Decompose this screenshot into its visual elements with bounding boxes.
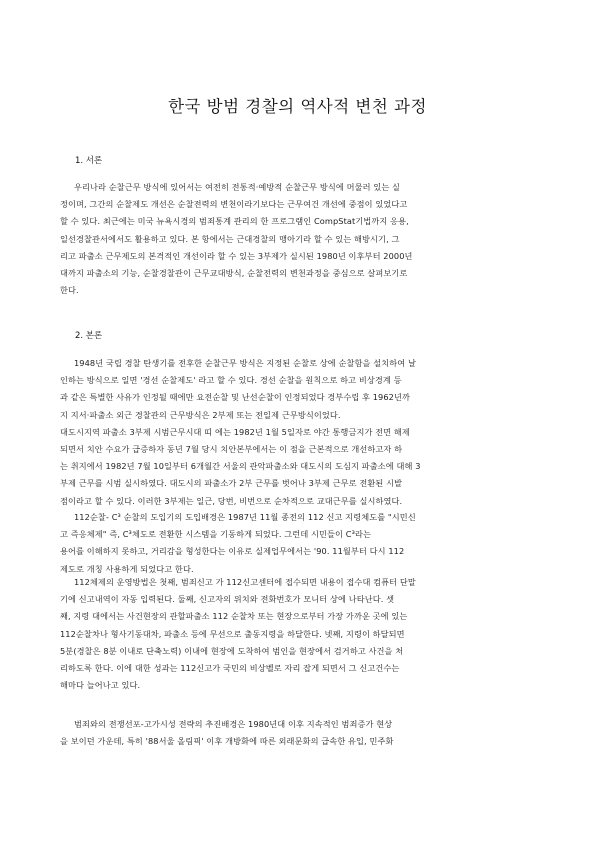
paragraph-line: 범죄와의 전쟁선포-고가시성 전략의 추진배경은 1980년대 이후 지속적인 범죄증가 현상 — [74, 719, 393, 729]
body-paragraph-3 — [60, 574, 536, 694]
paragraph-line: 리고 파출소 근무제도의 본격적인 개선이라 할 수 있는 3부제가 실시된 1980년 이후부터 2000년 — [60, 250, 413, 261]
paragraph-line: 112순찰- C³ 순찰의 도입기의 도입배경은 1987년 11월 종전의 112 신고 지령체도를 "시민신 — [74, 512, 416, 522]
paragraph-line: 제도로 개칭 사용하게 되었다고 한다. — [60, 563, 194, 574]
intro-paragraph — [60, 179, 536, 299]
paragraph-line: 정이며, 그간의 순찰제도 개선은 순찰전력의 변천이라기보다는 근무여건 개선에 중점이 있었다고 — [60, 199, 408, 210]
section-heading-intro: 1. 서론 — [75, 156, 103, 166]
paragraph-line: 을 보이던 가운데, 특히 '88서울 올림픽' 이후 개방화에 따른 외래문화의 급속한 유입, 민주화 — [60, 736, 394, 747]
paragraph-line: 부제 근무를 시범 실시하였다. 대도시의 파출소가 2부 근무를 벗어나 3부제 근무로 전환된 시발 — [60, 478, 403, 489]
paragraph-line: 과 같은 특별한 사유가 인정될 때에만 요전순찰 및 난선순찰이 인정되었다 경부수립 후 1962년까 — [60, 392, 411, 403]
paragraph-line: 리하도록 한다. 이에 대한 성과는 112신고가 국민의 비상벨로 자리 잡게 되면서 그 신고건수는 — [60, 663, 400, 674]
paragraph-line: 는 취지에서 1982년 7월 10일부터 6개월간 서울의 관악파출소와 대도시의 도심지 파출소에 대해 3 — [60, 461, 421, 472]
paragraph-line: 우리나라 순찰근무 방식에 있어서는 여전히 전통적·예방적 순찰근무 방식에 머물러 있는 실 — [74, 182, 401, 192]
paragraph-line: 대도시지역 파출소 3부제 시범근무시대 띠 에는 1982년 1월 5일자로 야간 통행금지가 전면 해제 — [60, 426, 410, 437]
paragraph-line: 112체제의 운영방법은 첫째, 범죄신고 가 112신고센터에 접수되면 내용이 접수대 컴퓨터 단말 — [74, 577, 416, 587]
paragraph-line: 지 지서·파출소 외근 경찰관의 근무방식은 2부제 또는 전일제 근무방식이었다. — [60, 409, 341, 420]
paragraph-line: 용어를 이해하지 못하고, 거리감을 형성한다는 이유로 실제업무에서는 '90. 11월부터 다시 112 — [60, 546, 405, 557]
paragraph-line: 일선경찰관서에서도 활용하고 있다. 본 항에서는 근대경찰의 맹아기라 할 수 있는 해방시기, 그 — [60, 233, 400, 244]
paragraph-line: 할 수 있다. 최근에는 미국 뉴욕시경의 범죄통계 관리의 한 프로그램인 CompStat기법까지 응용, — [60, 216, 409, 227]
body-paragraph-4 — [60, 716, 536, 750]
paragraph-line: 고 즉응체제" 즉, C³체도로 전환한 시스템을 기동하게 되었다. 그런데 시민들이 C³라는 — [60, 529, 371, 540]
paragraph-line: 해마다 늘어나고 있다. — [60, 680, 141, 691]
paragraph-line: 1948년 국립 경찰 탄생기를 전후한 순찰근무 방식은 지정된 순찰로 상에 순찰함을 설치하여 날 — [74, 358, 416, 368]
section-heading-body: 2. 본론 — [75, 331, 103, 341]
paragraph-line: 째, 지령 대에서는 사건현장의 관할파출소 112 순찰차 또는 현장으로부터 가장 가까운 곳에 있는 — [60, 611, 408, 622]
document-title: 한국 방범 경찰의 역사적 변천 과정 — [168, 97, 427, 116]
paragraph-line: 기에 신고내역이 자동 입력된다. 둘째, 신고자의 위치와 전화번호가 모니터 상에 나타난다. 셋 — [60, 594, 395, 605]
paragraph-line: 점이라고 할 수 있다. 이러한 3부제는 일근, 당번, 비번으로 순차적으로 교대근무를 실시하였다. — [60, 495, 403, 506]
body-paragraph-1 — [60, 355, 536, 510]
paragraph-line: 되면서 치안 수요가 급증하자 동년 7월 당시 치안본부에서는 이 점을 근본적으로 개선하고자 하 — [60, 444, 403, 455]
paragraph-line: 대까지 파출소의 기능, 순찰경찰관이 근무교대방식, 순찰전력의 변천과정을 중심으로 살펴보기로 — [60, 268, 408, 279]
paragraph-line: 112순찰차나 형사기동대차, 파출소 등에 무선으로 출동지령을 하달한다. 넷째, 지령이 하달되면 — [60, 628, 405, 639]
paragraph-line: 인하는 방식으로 일면 '경선 순찰제도' 라고 할 수 있다. 경선 순찰을 원칙으로 하고 비상경계 등 — [60, 375, 402, 386]
paragraph-line: 5분(경찰은 8분 이내로 단축노력) 이내에 현장에 도착하여 범인을 현장에서 검거하고 사건을 처 — [60, 645, 404, 656]
body-paragraph-2 — [60, 509, 536, 578]
paragraph-line: 한다. — [60, 285, 79, 296]
